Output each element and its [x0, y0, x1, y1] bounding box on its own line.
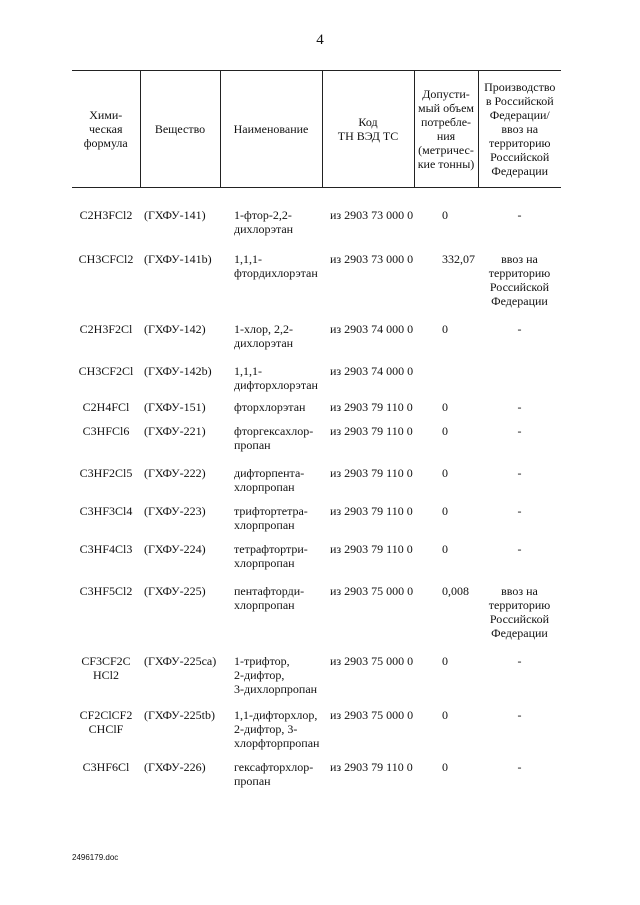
cell-substance: (ГХФУ-141b) — [144, 252, 212, 266]
cell-formula: CF3CF2C HCl2 — [81, 654, 131, 682]
cell-production: - — [517, 654, 522, 668]
substances-table — [72, 70, 561, 788]
table-row — [72, 392, 561, 414]
table-row — [72, 640, 561, 696]
cell-code: из 2903 74 000 0 — [330, 364, 414, 378]
cell-volume: 0 — [442, 400, 448, 414]
cell-substance: (ГХФУ-142) — [144, 322, 206, 336]
cell-name: трифтортетра- хлорпропан — [234, 504, 308, 532]
table-row — [72, 570, 561, 640]
cell-volume: 0 — [442, 542, 448, 556]
cell-formula: C2H4FCl — [82, 400, 130, 414]
cell-code: из 2903 73 000 0 — [330, 208, 414, 222]
cell-code: из 2903 79 110 0 — [330, 424, 413, 438]
cell-volume: 0,008 — [442, 584, 469, 598]
cell-production: - — [517, 322, 522, 336]
cell-production: - — [517, 466, 522, 480]
cell-code: из 2903 79 110 0 — [330, 760, 413, 774]
cell-production: - — [517, 760, 522, 774]
cell-substance: (ГХФУ-222) — [144, 466, 206, 480]
cell-name: тетрафтортри- хлорпропан — [234, 542, 308, 570]
header-formula: Хими- ческая формула — [83, 108, 128, 150]
header-name: Наименование — [220, 71, 322, 188]
cell-production — [478, 350, 561, 392]
cell-code: из 2903 79 110 0 — [330, 466, 413, 480]
table-row — [72, 494, 561, 532]
cell-code: из 2903 79 110 0 — [330, 504, 413, 518]
cell-substance: (ГХФУ-141) — [144, 208, 206, 222]
cell-production: - — [517, 708, 522, 722]
cell-substance: (ГХФУ-221) — [144, 424, 206, 438]
cell-substance: (ГХФУ-151) — [144, 400, 206, 414]
cell-formula: C2H3FCl2 — [79, 208, 133, 222]
cell-name: 1-фтор-2,2- дихлорэтан — [234, 208, 294, 236]
header-code: Код ТН ВЭД ТС — [322, 71, 414, 188]
cell-volume: 0 — [442, 708, 448, 722]
cell-formula: C3HF5Cl2 — [79, 584, 133, 598]
cell-volume: 332,07 — [442, 252, 475, 266]
table-row — [72, 532, 561, 570]
cell-volume: 0 — [442, 504, 448, 518]
cell-production: - — [517, 504, 522, 518]
cell-volume — [414, 350, 478, 392]
cell-substance: (ГХФУ-225ca) — [144, 654, 217, 668]
table-body — [72, 188, 561, 789]
cell-production: - — [517, 424, 522, 438]
cell-substance: (ГХФУ-225) — [144, 584, 206, 598]
cell-name: 1,1,1- фтордихлорэтан — [234, 252, 318, 280]
cell-volume: 0 — [442, 322, 448, 336]
cell-code: из 2903 75 000 0 — [330, 584, 414, 598]
table-row — [72, 750, 561, 788]
cell-name: 1-трифтор, 2-дифтор, 3-дихлорпропан — [234, 654, 318, 696]
document-footer: 2496179.doc — [72, 853, 119, 862]
cell-volume: 0 — [442, 208, 448, 222]
table-row — [72, 308, 561, 350]
cell-substance: (ГХФУ-223) — [144, 504, 206, 518]
table-row — [72, 236, 561, 308]
cell-formula: C3HF4Cl3 — [79, 542, 133, 556]
cell-substance: (ГХФУ-224) — [144, 542, 206, 556]
cell-code: из 2903 79 110 0 — [330, 400, 413, 414]
cell-formula: C3HF2Cl5 — [79, 466, 133, 480]
cell-name: пентафторди- хлорпропан — [234, 584, 305, 612]
header-volume: Допусти- мый объем потребле- ния (метричес- кие тонны) — [414, 71, 478, 188]
cell-production: ввоз на территорию Российской Федерации — [488, 584, 551, 640]
cell-production: - — [517, 208, 522, 222]
cell-name: фторхлорэтан — [234, 400, 306, 414]
cell-formula: CH3CFCl2 — [78, 252, 134, 266]
cell-formula: C2H3F2Cl — [79, 322, 133, 336]
table-row — [72, 188, 561, 237]
cell-code: из 2903 75 000 0 — [330, 708, 414, 722]
cell-production: ввоз на территорию Российской Федерации — [488, 252, 551, 308]
cell-volume: 0 — [442, 424, 448, 438]
cell-code: из 2903 74 000 0 — [330, 322, 414, 336]
header-substance: Вещество — [140, 71, 220, 188]
table-row — [72, 414, 561, 452]
cell-code: из 2903 79 110 0 — [330, 542, 413, 556]
cell-volume: 0 — [442, 654, 448, 668]
cell-production: - — [517, 400, 522, 414]
header-production: Производство в Российской Федерации/ ввоз на территорию Российской Федерации — [478, 71, 561, 188]
table-row — [72, 452, 561, 494]
cell-formula: C3HFCl6 — [82, 424, 130, 438]
cell-code: из 2903 73 000 0 — [330, 252, 414, 266]
cell-name: гексафторхлор- пропан — [234, 760, 314, 788]
table-row — [72, 696, 561, 750]
substances-table-wrap — [72, 70, 561, 788]
cell-formula: C3HF6Cl — [82, 760, 130, 774]
table-row — [72, 350, 561, 392]
cell-substance: (ГХФУ-226) — [144, 760, 206, 774]
cell-name: фторгексахлор- пропан — [234, 424, 314, 452]
cell-formula: CF2ClCF2 CHClF — [79, 708, 133, 736]
cell-name: 1,1-дифторхлор, 2-дифтор, 3- хлорфторпропан — [234, 708, 320, 750]
cell-volume: 0 — [442, 466, 448, 480]
cell-volume: 0 — [442, 760, 448, 774]
cell-substance: (ГХФУ-142b) — [144, 364, 212, 378]
cell-code: из 2903 75 000 0 — [330, 654, 414, 668]
page-number: 4 — [316, 32, 324, 48]
cell-formula: C3HF3Cl4 — [79, 504, 133, 518]
table-header — [72, 71, 561, 188]
cell-name: 1-хлор, 2,2- дихлорэтан — [234, 322, 294, 350]
cell-production: - — [517, 542, 522, 556]
cell-substance: (ГХФУ-225tb) — [144, 708, 215, 722]
cell-formula: CH3CF2Cl — [78, 364, 134, 378]
cell-name: дифторпента- хлорпропан — [234, 466, 305, 494]
cell-name: 1,1,1- дифторхлорэтан — [234, 364, 318, 392]
